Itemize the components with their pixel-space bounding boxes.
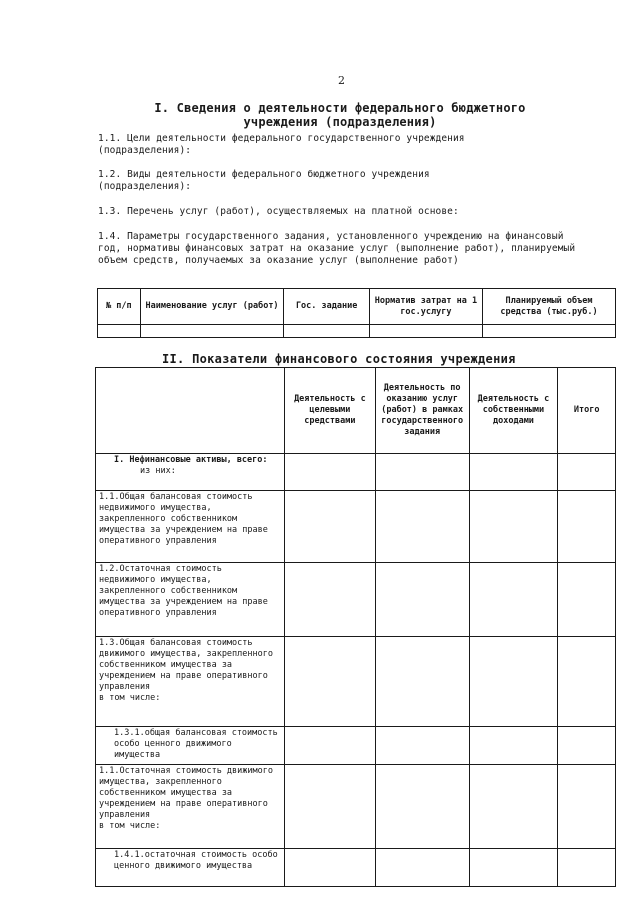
services-empty-row [98, 325, 616, 338]
paragraph-1-3: 1.3. Перечень услуг (работ), осуществляемых на платной основе: [98, 206, 459, 217]
empty-cell[interactable] [140, 325, 284, 338]
table-row [96, 491, 616, 563]
financial-indicators-table [95, 367, 616, 887]
section2-title: II. Показатели финансового состояния учреждения [162, 352, 516, 366]
services-header-row [98, 289, 616, 325]
header-cost-norm: Норматив затрат на 1 гос.услугу [369, 289, 482, 325]
value-cell[interactable] [285, 563, 376, 637]
value-cell[interactable] [285, 637, 376, 727]
header-state-task: Гос. задание [284, 289, 369, 325]
empty-cell[interactable] [369, 325, 482, 338]
header-planned-volume: Планируемый объем средства (тыс.руб.) [483, 289, 616, 325]
table-row [96, 727, 616, 765]
value-cell[interactable] [285, 849, 376, 887]
table-row [96, 563, 616, 637]
value-cell[interactable] [558, 727, 616, 765]
value-cell[interactable] [558, 637, 616, 727]
row-label [96, 454, 285, 491]
value-cell[interactable] [469, 454, 558, 491]
row-label-text: I. Нефинансовые активы, всего: [114, 455, 268, 465]
header-own-income: Деятельность с собственными доходами [469, 368, 558, 454]
value-cell[interactable] [558, 491, 616, 563]
value-cell[interactable] [469, 563, 558, 637]
section1-title: I. Сведения о деятельности федерального бюджетного учреждения (подразделения) [154, 101, 526, 129]
services-table [97, 288, 616, 338]
value-cell[interactable] [375, 849, 469, 887]
header-service-name: Наименование услуг (работ) [140, 289, 284, 325]
empty-cell[interactable] [284, 325, 369, 338]
header-number: № п/п [98, 289, 141, 325]
row-label: 1.3.1.общая балансовая стоимость особо ценного движимого имущества [96, 727, 285, 765]
header-target-funds: Деятельность с целевыми средствами [285, 368, 376, 454]
value-cell[interactable] [285, 491, 376, 563]
row-label-text: 1.3.Общая балансовая стоимость движимого имущества, закрепленного собственником имущества за учреждением на праве оперативного управления [99, 638, 273, 692]
value-cell[interactable] [558, 765, 616, 849]
value-cell[interactable] [285, 727, 376, 765]
header-state-task-activity: Деятельность по оказанию услуг (работ) в рамках государственного задания [375, 368, 469, 454]
paragraph-1-4: 1.4. Параметры государственного задания, установленного учреждению на финансовый год, нормативы финансовых затрат на оказание услуг (выполнение работ), планируемый объем средств, получаемых за оказание услуг (выполнение работ) [98, 231, 582, 266]
row-sublabel: в том числе: [99, 693, 161, 703]
table-row [96, 637, 616, 727]
value-cell[interactable] [558, 849, 616, 887]
table-row [96, 849, 616, 887]
row-sublabel: в том числе: [99, 821, 161, 831]
row-label: 1.2.Остаточная стоимость недвижимого имущества, закрепленного собственником имущества за учреждением на праве оперативного управления [96, 563, 285, 637]
empty-cell[interactable] [483, 325, 616, 338]
value-cell[interactable] [285, 454, 376, 491]
value-cell[interactable] [469, 637, 558, 727]
row-label: 1.4.1.остаточная стоимость особо ценного движимого имущества [96, 849, 285, 887]
value-cell[interactable] [285, 765, 376, 849]
indicators-header-row [96, 368, 616, 454]
value-cell[interactable] [558, 563, 616, 637]
table-row [96, 454, 616, 491]
value-cell[interactable] [375, 637, 469, 727]
row-label: 1.1.Общая балансовая стоимость недвижимого имущества, закрепленного собственником имущества за учреждением на праве оперативного управления [96, 491, 285, 563]
value-cell[interactable] [375, 491, 469, 563]
table-row [96, 765, 616, 849]
value-cell[interactable] [469, 849, 558, 887]
paragraph-1-1: 1.1. Цели деятельности федерального государственного учреждения (подразделения): [98, 133, 465, 156]
row-label [96, 765, 285, 849]
paragraph-1-2: 1.2. Виды деятельности федерального бюджетного учреждения (подразделения): [98, 169, 430, 192]
row-sublabel: из них: [140, 466, 176, 476]
empty-cell[interactable] [98, 325, 141, 338]
row-label [96, 637, 285, 727]
value-cell[interactable] [375, 727, 469, 765]
value-cell[interactable] [375, 563, 469, 637]
header-indicator [96, 368, 285, 454]
row-label-text: 1.1.Остаточная стоимость движимого имущества, закрепленного собственником имущества за учреждением на праве оперативного управления [99, 766, 273, 820]
value-cell[interactable] [469, 491, 558, 563]
value-cell[interactable] [375, 454, 469, 491]
page-number: 2 [338, 74, 345, 87]
value-cell[interactable] [469, 765, 558, 849]
value-cell[interactable] [469, 727, 558, 765]
value-cell[interactable] [558, 454, 616, 491]
header-total: Итого [558, 368, 616, 454]
value-cell[interactable] [375, 765, 469, 849]
